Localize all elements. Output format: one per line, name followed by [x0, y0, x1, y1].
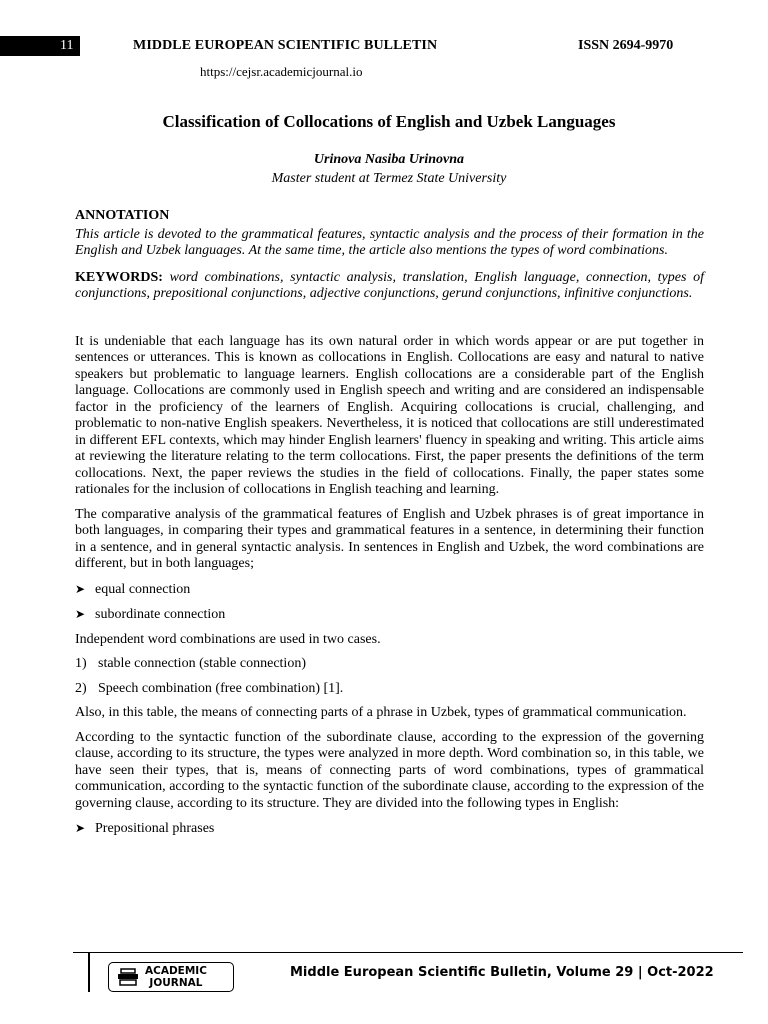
article-title: Classification of Collocations of English and Uzbek Languages	[162, 112, 616, 131]
article-content	[75, 208, 704, 838]
keywords	[75, 270, 704, 303]
body-paragraph-4: Also, in this table, the means of connecting parts of a phrase in Uzbek, types of grammatical communication.	[75, 705, 687, 720]
arrowhead-bullet-icon: ➤	[75, 581, 86, 596]
keywords-label: KEYWORDS:	[75, 269, 163, 285]
journal-name: MIDDLE EUROPEAN SCIENTIFIC BULLETIN	[133, 38, 438, 53]
logo-text: ACADEMIC JOURNAL	[145, 965, 207, 989]
list-item: ➤ subordinate connection	[75, 607, 226, 622]
footer-divider	[73, 952, 743, 953]
body-paragraph-2: The comparative analysis of the grammatical features of English and Uzbek phrases is of great importance in both languages, in comparing their types and grammatical features in a sentence, in determining their function in a sentence, and in general syntactic analysis. In sentences in English and Uzbek, the word combinations are different, but in both languages;	[75, 506, 704, 571]
book-stack-icon	[117, 968, 139, 986]
annotation-heading: ANNOTATION	[75, 208, 170, 223]
issn: ISSN 2694-9970	[578, 38, 674, 53]
annotation-text: This article is devoted to the grammatical features, syntactic analysis and the process of their formation in the English and Uzbek languages. At the same time, the article also mentions the types of word combinations.	[75, 226, 704, 258]
body-paragraph-1: It is undeniable that each language has its own natural order in which words appear or are put together in sentences or utterances. This is known as collocations in English. Collocations are easy and natural to native speakers but problematic to language learners. English collocations are a considerable part of the English language. Collocations are commonly used in English speech and writing and are considered an indispensable factor in the proficiency of the learners of English. Acquiring collocations is crucial, challenging, and problematic to non-native English speakers. Nevertheless, it is noticed that collocations are still underestimated in different EFL contexts, which may hinder English learners' fluency in speaking and writing. This article aims at reviewing the literature relating to the term collocations. First, the paper presents the definitions of the term collocations. Next, the paper reviews the studies in the field of collocations. Finally, the paper states some rationales for the inclusion of collocations in English teaching and learning.	[75, 333, 704, 497]
academic-journal-logo	[108, 962, 234, 992]
body-paragraph-3: Independent word combinations are used in two cases.	[75, 631, 381, 647]
numbered-item: 2) Speech combination (free combination) [1].	[75, 680, 344, 696]
footer-citation: Middle European Scientific Bulletin, Volume 29 | Oct-2022	[290, 965, 714, 980]
arrowhead-bullet-icon: ➤	[75, 607, 86, 621]
author-affiliation: Master student at Termez State University	[271, 171, 507, 186]
arrowhead-bullet-icon: ➤	[75, 821, 86, 835]
page-number: 11	[60, 38, 74, 53]
footer-vertical-divider	[88, 952, 90, 992]
author-name: Urinova Nasiba Urinovna	[313, 152, 465, 167]
list-item: ➤ equal connection	[75, 581, 191, 597]
numbered-item: 1) stable connection (stable connection)	[75, 656, 306, 671]
journal-url[interactable]: https://cejsr.academicjournal.io	[200, 64, 363, 79]
keywords-text: word combinations, syntactic analysis, translation, English language, connection, types of conjunctions, prepositional conjunctions, adjective conjunctions, gerund conjunctions, infinitive conjunctions.	[75, 269, 704, 301]
list-item: ➤ Prepositional phrases	[75, 821, 215, 836]
body-paragraph-5: According to the syntactic function of the subordinate clause, according to the expression of the governing clause, according to its structure, the types were analyzed in more depth. Word combination so, in this table, we have seen their types, that is, means of connecting parts of word combinations, types of grammatical communication, according to the syntactic function of the subordinate clause, according to the expression of the governing clause, according to its structure. They are divided into the following types in English:	[75, 729, 704, 811]
